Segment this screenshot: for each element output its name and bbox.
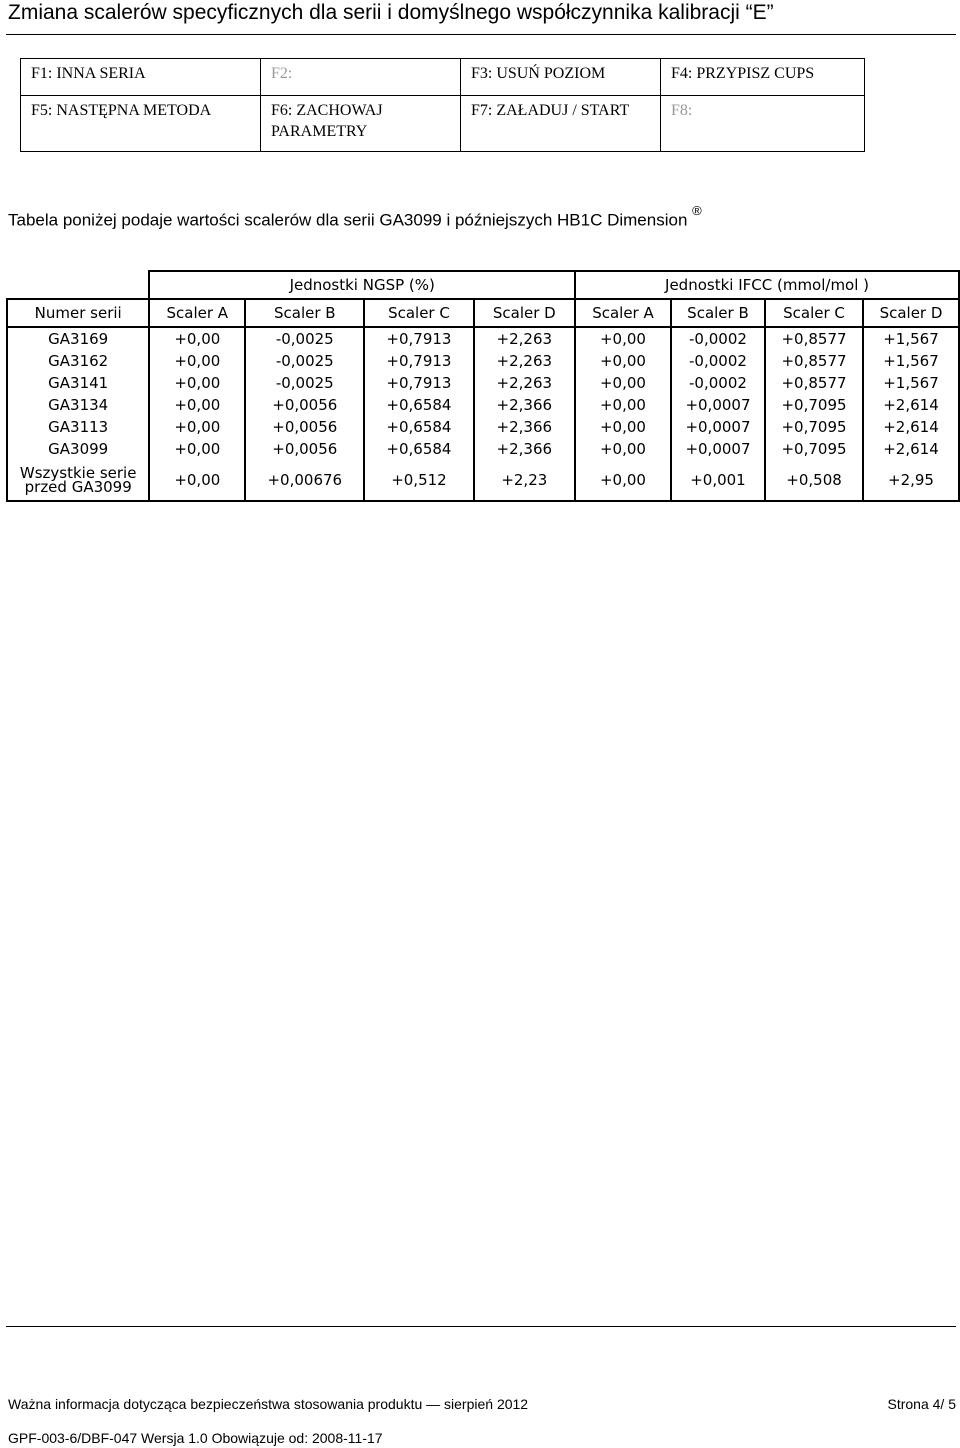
table-cell: +2,614: [863, 438, 959, 460]
table-cell: +2,263: [474, 350, 576, 372]
table-cell: +0,7095: [765, 438, 863, 460]
function-key-f8: F8:: [661, 96, 865, 152]
function-key-f2: F2:: [261, 59, 461, 96]
group-header-ifcc: Jednostki IFCC (mmol/mol ): [575, 271, 959, 299]
table-cell: +0,8577: [765, 350, 863, 372]
table-cell: +0,00: [149, 372, 245, 394]
table-cell: -0,0002: [671, 372, 765, 394]
column-header: Scaler A: [575, 299, 671, 327]
column-header: Scaler D: [474, 299, 576, 327]
table-cell: +2,614: [863, 394, 959, 416]
table-cell: +0,0007: [671, 438, 765, 460]
table-cell: +0,0056: [245, 394, 364, 416]
table-row: [7, 372, 959, 394]
table-cell: -0,0025: [245, 372, 364, 394]
footer-divider: [6, 1326, 956, 1327]
intro-text: Tabela poniżej podaje wartości scalerów dla serii GA3099 i późniejszych HB1C Dimension: [8, 210, 688, 230]
group-header-ngsp: Jednostki NGSP (%): [149, 271, 575, 299]
column-header: Scaler C: [364, 299, 473, 327]
table-cell: -0,0002: [671, 350, 765, 372]
table-cell: +0,0007: [671, 394, 765, 416]
table-cell: +0,00: [149, 350, 245, 372]
table-cell: -0,0025: [245, 327, 364, 350]
table-cell: GA3141: [7, 372, 149, 394]
table-cell: +0,6584: [364, 416, 473, 438]
function-key-f7: F7: ZAŁADUJ / START: [461, 96, 661, 152]
unit-group-row: [7, 271, 959, 299]
function-key-table: [20, 58, 865, 152]
table-cell: +0,00: [575, 460, 671, 501]
table-cell: +0,00: [149, 394, 245, 416]
table-cell: +1,567: [863, 372, 959, 394]
table-cell: +0,7913: [364, 372, 473, 394]
column-header: Scaler C: [765, 299, 863, 327]
table-cell: +0,7913: [364, 350, 473, 372]
row-label-line: Wszystkie serie: [19, 464, 137, 482]
table-cell: +0,0056: [245, 416, 364, 438]
table-cell: GA3169: [7, 327, 149, 350]
table-cell: +0,00: [149, 327, 245, 350]
function-key-row: [21, 96, 865, 152]
table-cell: GA3099: [7, 438, 149, 460]
function-key-f1: F1: INNA SERIA: [21, 59, 261, 96]
table-cell: +2,263: [474, 372, 576, 394]
table-cell: +0,0056: [245, 438, 364, 460]
table-cell: +0,7913: [364, 327, 473, 350]
table-cell: +0,00676: [245, 460, 364, 501]
table-cell: +0,8577: [765, 372, 863, 394]
table-row: [7, 327, 959, 350]
table-cell: +1,567: [863, 327, 959, 350]
table-cell: -0,0025: [245, 350, 364, 372]
column-header: Scaler B: [671, 299, 765, 327]
document-id: GPF-003-6/DBF-047 Wersja 1.0 Obowiązuje od: 2008-11-17: [8, 1430, 383, 1446]
table-row: [7, 460, 959, 501]
table-cell: +0,00: [149, 438, 245, 460]
table-cell: GA3113: [7, 416, 149, 438]
table-cell: +2,95: [863, 460, 959, 501]
column-header: Scaler A: [149, 299, 245, 327]
title-divider: [6, 34, 956, 35]
table-cell: +0,8577: [765, 327, 863, 350]
table-cell: +2,23: [474, 460, 576, 501]
table-cell: +0,512: [364, 460, 473, 501]
table-cell: +2,366: [474, 438, 576, 460]
table-cell: +0,00: [149, 460, 245, 501]
function-key-f5: F5: NASTĘPNA METODA: [21, 96, 261, 152]
column-header: Scaler D: [863, 299, 959, 327]
table-row: [7, 394, 959, 416]
intro-paragraph: [8, 204, 702, 232]
table-cell: +0,00: [575, 416, 671, 438]
table-cell: +2,366: [474, 394, 576, 416]
table-cell: +0,7095: [765, 394, 863, 416]
table-cell: +0,001: [671, 460, 765, 501]
scaler-table: [6, 270, 960, 502]
table-cell: +2,263: [474, 327, 576, 350]
table-cell: +0,00: [575, 350, 671, 372]
row-label-line: przed GA3099: [24, 478, 132, 496]
table-cell: GA3162: [7, 350, 149, 372]
footer-notice: Ważna informacja dotycząca bezpieczeństwa stosowania produktu — sierpień 2012: [8, 1396, 529, 1412]
table-cell: +0,00: [575, 438, 671, 460]
table-cell: +0,00: [149, 416, 245, 438]
table-cell: +0,7095: [765, 416, 863, 438]
table-cell: -0,0002: [671, 327, 765, 350]
function-key-row: [21, 59, 865, 96]
corner-cell: [7, 271, 149, 299]
table-cell: +0,508: [765, 460, 863, 501]
page-number: Strona 4/ 5: [887, 1396, 956, 1412]
table-cell: +0,00: [575, 394, 671, 416]
table-row: [7, 350, 959, 372]
table-cell: +2,366: [474, 416, 576, 438]
table-row: [7, 416, 959, 438]
table-cell: [7, 460, 149, 501]
table-cell: +0,0007: [671, 416, 765, 438]
footer-line: [8, 1395, 956, 1413]
table-cell: +0,6584: [364, 438, 473, 460]
table-cell: +0,00: [575, 327, 671, 350]
table-row: [7, 438, 959, 460]
column-header: Scaler B: [245, 299, 364, 327]
table-cell: +2,614: [863, 416, 959, 438]
column-header-row: [7, 299, 959, 327]
function-key-f6: F6: ZACHOWAJ PARAMETRY: [261, 96, 461, 152]
function-key-f4: F4: PRZYPISZ CUPS: [661, 59, 865, 96]
table-cell: +1,567: [863, 350, 959, 372]
column-header: Numer serii: [7, 299, 149, 327]
table-cell: GA3134: [7, 394, 149, 416]
function-key-f3: F3: USUŃ POZIOM: [461, 59, 661, 96]
table-cell: +0,00: [575, 372, 671, 394]
table-cell: +0,6584: [364, 394, 473, 416]
page-title: Zmiana scalerów specyficznych dla serii i domyślnego współczynnika kalibracji “E”: [8, 1, 774, 24]
registered-mark: ®: [692, 203, 702, 218]
